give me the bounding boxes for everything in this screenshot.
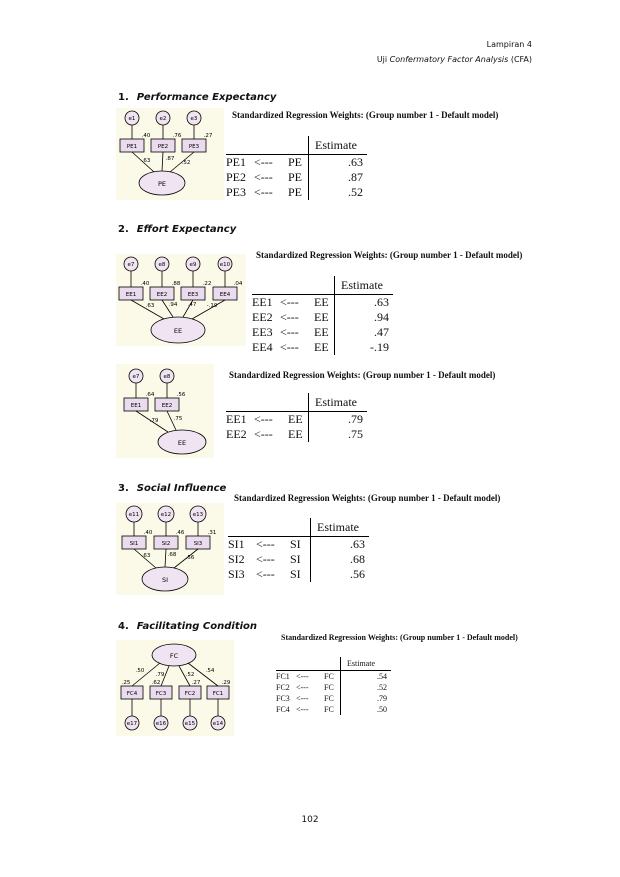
section-1-heading: 1. Performance Expectancy — [118, 92, 277, 103]
error-paths — [132, 699, 218, 716]
error-label: e8 — [158, 262, 166, 268]
r2-label: .29 — [221, 680, 231, 686]
error-label: e10 — [219, 262, 231, 268]
error-label: e8 — [163, 374, 171, 380]
loading-label: -.19 — [206, 303, 218, 309]
table-row: FC4 <--- FC .50 — [276, 704, 391, 715]
estimate-header: Estimate — [311, 518, 370, 537]
estimate-table-fc — [276, 657, 391, 715]
sem-diagram-ee-revised — [116, 364, 214, 458]
table-row: EE1 <--- EE .79 — [226, 412, 367, 428]
r2-label: .56 — [176, 392, 186, 398]
estimate-header: Estimate — [309, 393, 368, 412]
indicator-label: FC4 — [126, 691, 138, 697]
r2-label: .40 — [143, 530, 153, 536]
indicator-label: EE1 — [130, 403, 142, 409]
srw-title: Standardized Regression Weights: (Group number 1 - Default model) — [234, 493, 501, 503]
loading-label: .63 — [141, 158, 151, 164]
loading-label: .79 — [155, 672, 165, 678]
indicator-label: EE2 — [161, 403, 173, 409]
error-label: e7 — [132, 374, 140, 380]
error-label: e3 — [190, 116, 198, 122]
srw-title: Standardized Regression Weights: (Group number 1 - Default model) — [229, 370, 496, 380]
latent-label: EE — [173, 327, 183, 335]
table-row: SI1 <--- SI .63 — [228, 537, 369, 553]
estimate-table-si — [228, 518, 369, 582]
table-row: EE3 <--- EE .47 — [252, 325, 393, 340]
r2-label: .22 — [202, 281, 212, 287]
error-label: e2 — [159, 116, 167, 122]
table-row: EE2 <--- EE .75 — [226, 427, 367, 442]
sem-diagram-si-svg — [116, 503, 224, 595]
estimate-table-pe — [226, 136, 367, 200]
table-row: FC1 <--- FC .54 — [276, 671, 391, 683]
loading-label: .52 — [185, 672, 195, 678]
sem-diagram-pe-svg — [116, 108, 224, 200]
indicator-label: EE2 — [156, 292, 168, 298]
error-label: e1 — [128, 116, 136, 122]
indicator-label: FC1 — [212, 691, 224, 697]
indicator-label: SI3 — [193, 541, 203, 547]
latent-label: FC — [169, 652, 179, 660]
error-label: e12 — [160, 512, 172, 518]
loading-label: .47 — [187, 302, 197, 308]
r2-label: .64 — [145, 392, 155, 398]
loading-label: .52 — [181, 160, 191, 166]
error-label: e7 — [127, 262, 135, 268]
loading-label: .68 — [167, 552, 177, 558]
indicator-label: FC2 — [184, 691, 196, 697]
latent-label: PE — [157, 180, 167, 188]
r2-label: .25 — [121, 680, 131, 686]
srw-title: Standardized Regression Weights: (Group number 1 - Default model) — [232, 110, 499, 120]
header-appendix-label: Lampiran 4 — [486, 40, 532, 49]
loading-label: .50 — [135, 668, 145, 674]
section-2-heading: 2. Effort Expectancy — [118, 224, 237, 235]
sem-diagram-ee — [116, 254, 246, 346]
table-row: EE2 <--- EE .94 — [252, 310, 393, 325]
indicator-label: SI2 — [161, 541, 171, 547]
sem-diagram-ee-svg — [116, 254, 246, 346]
estimate-header: Estimate — [341, 657, 392, 671]
r2-label: .04 — [233, 281, 243, 287]
error-circles — [125, 716, 225, 730]
table-row: EE4 <--- EE -.19 — [252, 340, 393, 355]
r2-label: .40 — [140, 281, 150, 287]
section-4-heading: 4. Facilitating Condition — [118, 621, 258, 632]
srw-title: Standardized Regression Weights: (Group number 1 - Default model) — [281, 633, 518, 642]
error-label: e16 — [155, 721, 167, 727]
table-row: SI2 <--- SI .68 — [228, 552, 369, 567]
r2-label: .27 — [203, 133, 213, 139]
r2-label: .27 — [191, 680, 201, 686]
table-row: PE3 <--- PE .52 — [226, 185, 367, 200]
indicator-label: SI1 — [129, 541, 139, 547]
r2-label: .31 — [207, 530, 217, 536]
estimate-header: Estimate — [309, 136, 368, 155]
header-title: Uji Confermatory Factor Analysis (CFA) — [376, 55, 532, 64]
error-label: e14 — [212, 721, 224, 727]
table-row: EE1 <--- EE .63 — [252, 295, 393, 311]
srw-title: Standardized Regression Weights: (Group number 1 - Default model) — [256, 250, 523, 260]
indicator-label: PE3 — [188, 144, 200, 150]
estimate-table-ee — [252, 276, 393, 355]
error-label: e9 — [189, 262, 197, 268]
table-row: PE1 <--- PE .63 — [226, 155, 367, 171]
loading-label: .87 — [165, 156, 175, 162]
r2-label: .76 — [172, 133, 182, 139]
indicator-label: PE1 — [126, 144, 138, 150]
page-number: 102 — [301, 815, 319, 825]
loading-label: .94 — [168, 302, 178, 308]
table-row: FC2 <--- FC .52 — [276, 682, 391, 693]
indicator-label: EE4 — [219, 292, 231, 298]
sem-diagram-fc — [116, 640, 234, 736]
loading-label: .63 — [141, 553, 151, 559]
r2-label: .88 — [171, 281, 181, 287]
table-row: PE2 <--- PE .87 — [226, 170, 367, 185]
r2-label: .40 — [141, 133, 151, 139]
loading-label: .63 — [145, 303, 155, 309]
indicator-label: EE3 — [187, 292, 199, 298]
error-label: e11 — [128, 512, 140, 518]
sem-diagram-fc-svg — [116, 640, 234, 736]
sem-diagram-si — [116, 503, 224, 595]
loading-paths — [132, 663, 218, 686]
loading-label: .56 — [185, 555, 195, 561]
error-label: e15 — [184, 721, 196, 727]
sem-diagram-ee-revised-svg — [116, 364, 214, 458]
error-circles — [124, 257, 232, 271]
error-label: e17 — [126, 721, 138, 727]
indicator-label: FC3 — [155, 691, 167, 697]
r2-label: .46 — [175, 530, 185, 536]
loading-label: .75 — [173, 416, 183, 422]
indicator-label: EE1 — [125, 292, 137, 298]
estimate-table-ee-revised — [226, 393, 367, 442]
latent-label: EE — [177, 439, 187, 447]
error-label: e13 — [192, 512, 204, 518]
table-row: SI3 <--- SI .56 — [228, 567, 369, 582]
loading-label: .54 — [205, 668, 215, 674]
sem-diagram-pe — [116, 108, 224, 200]
loading-label: .79 — [149, 418, 159, 424]
estimate-header: Estimate — [335, 276, 394, 295]
table-row: FC3 <--- FC .79 — [276, 693, 391, 704]
r2-label: .62 — [151, 680, 161, 686]
indicator-label: PE2 — [157, 144, 169, 150]
section-3-heading: 3. Social Influence — [118, 483, 227, 494]
latent-label: SI — [161, 576, 169, 584]
